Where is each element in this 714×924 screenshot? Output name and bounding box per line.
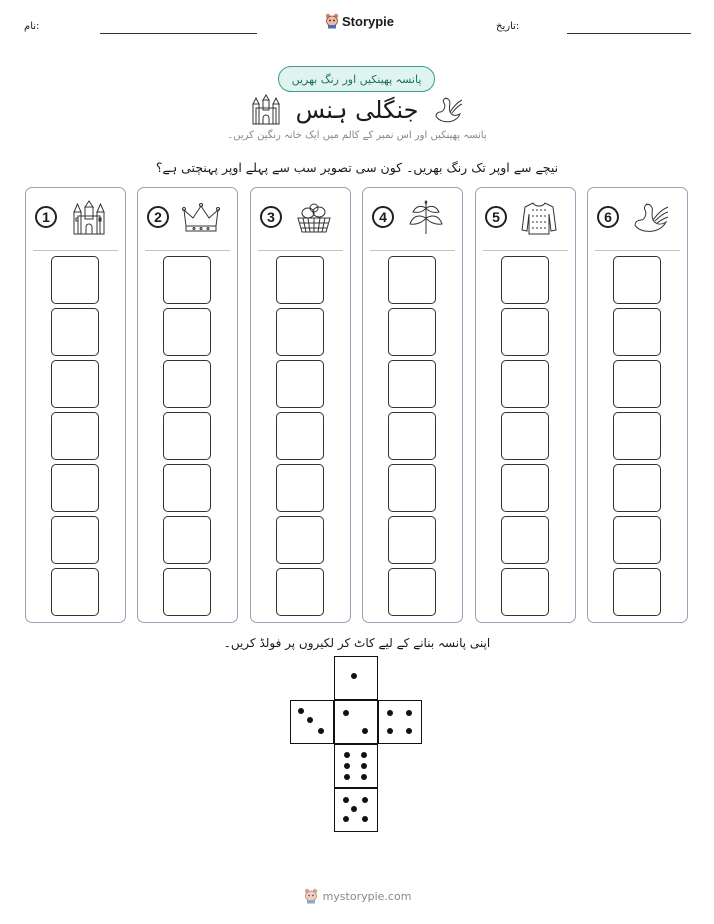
column-number: 2 xyxy=(147,206,169,228)
name-line xyxy=(100,33,257,34)
color-cell[interactable] xyxy=(51,308,99,356)
castle-icon xyxy=(250,94,282,126)
color-cell[interactable] xyxy=(51,568,99,616)
color-cell[interactable] xyxy=(163,360,211,408)
swan-icon xyxy=(632,200,670,236)
color-cell[interactable] xyxy=(613,256,661,304)
column-6 xyxy=(587,187,688,623)
color-cell[interactable] xyxy=(163,516,211,564)
column-1 xyxy=(25,187,126,623)
color-cell[interactable] xyxy=(163,308,211,356)
color-cell[interactable] xyxy=(163,412,211,460)
color-cell[interactable] xyxy=(501,568,549,616)
die-face-right xyxy=(378,700,422,744)
color-cell[interactable] xyxy=(276,464,324,512)
die-pip xyxy=(351,673,357,679)
die-pip xyxy=(298,708,304,714)
color-cell[interactable] xyxy=(163,464,211,512)
nettle-icon xyxy=(407,200,445,236)
color-cell[interactable] xyxy=(613,308,661,356)
date-label: تاریخ: xyxy=(496,21,520,32)
basket-icon xyxy=(295,200,333,236)
crown-icon xyxy=(182,200,220,236)
color-cell[interactable] xyxy=(388,464,436,512)
die-pip xyxy=(343,816,349,822)
color-cell[interactable] xyxy=(51,516,99,564)
die-pip xyxy=(362,797,368,803)
die-pip xyxy=(361,763,367,769)
column-divider xyxy=(33,250,118,251)
die-pip xyxy=(362,728,368,734)
color-cell[interactable] xyxy=(276,256,324,304)
die-pip xyxy=(362,816,368,822)
die-pip xyxy=(307,717,313,723)
column-number: 4 xyxy=(372,206,394,228)
die-pip xyxy=(406,728,412,734)
die-pip xyxy=(318,728,324,734)
die-pip xyxy=(343,797,349,803)
die-face-bottom xyxy=(334,788,378,832)
column-number: 1 xyxy=(35,206,57,228)
instructions-subtitle: پانسہ پھینکیں اور اس نمبر کے کالم میں ایک خانہ رنگین کریں۔ xyxy=(227,130,487,141)
color-cell[interactable] xyxy=(388,516,436,564)
column-divider xyxy=(370,250,455,251)
footer-url: mystorypie.com xyxy=(322,889,412,903)
swan-icon xyxy=(432,94,464,126)
column-5 xyxy=(475,187,576,623)
color-cell[interactable] xyxy=(501,464,549,512)
die-pip xyxy=(387,710,393,716)
color-cell[interactable] xyxy=(388,308,436,356)
column-number: 5 xyxy=(485,206,507,228)
color-cell[interactable] xyxy=(613,568,661,616)
column-divider xyxy=(595,250,680,251)
die-pip xyxy=(361,752,367,758)
color-cell[interactable] xyxy=(501,360,549,408)
color-cell[interactable] xyxy=(51,256,99,304)
color-cell[interactable] xyxy=(276,308,324,356)
brand xyxy=(325,13,394,29)
color-cell[interactable] xyxy=(501,308,549,356)
column-divider xyxy=(258,250,343,251)
color-cell[interactable] xyxy=(613,412,661,460)
color-cell[interactable] xyxy=(51,464,99,512)
color-cell[interactable] xyxy=(276,412,324,460)
die-pip xyxy=(351,806,357,812)
column-3 xyxy=(250,187,351,623)
castle-icon xyxy=(70,200,108,236)
color-cell[interactable] xyxy=(613,360,661,408)
sweater-icon xyxy=(520,200,558,236)
date-line xyxy=(567,33,691,34)
color-cell[interactable] xyxy=(501,256,549,304)
die-face-lower xyxy=(334,744,378,788)
color-cell[interactable] xyxy=(388,412,436,460)
die-pip xyxy=(344,752,350,758)
die-pip xyxy=(387,728,393,734)
name-label: نام: xyxy=(24,21,40,32)
title-row xyxy=(0,92,714,128)
question-text: نیچے سے اوپر تک رنگ بھریں۔ کون سی تصویر سب سے پہلے اوپر پہنچتی ہے؟ xyxy=(155,160,559,175)
column-divider xyxy=(145,250,230,251)
footer xyxy=(0,888,714,904)
color-cell[interactable] xyxy=(388,360,436,408)
color-cell[interactable] xyxy=(51,360,99,408)
storypie-logo-icon xyxy=(325,13,339,29)
die-face-left xyxy=(290,700,334,744)
color-cell[interactable] xyxy=(163,256,211,304)
column-number: 3 xyxy=(260,206,282,228)
die-pip xyxy=(343,710,349,716)
color-cell[interactable] xyxy=(51,412,99,460)
column-2 xyxy=(137,187,238,623)
column-number: 6 xyxy=(597,206,619,228)
activity-badge: پانسہ پھینکیں اور رنگ بھریں xyxy=(278,66,435,92)
die-face-top xyxy=(334,656,378,700)
page-title: جنگلی ہنس xyxy=(295,96,419,124)
column-divider xyxy=(483,250,568,251)
color-cell[interactable] xyxy=(388,256,436,304)
fold-instruction: اپنی پانسہ بنانے کے لیے کاٹ کر لکیروں پر فولڈ کریں۔ xyxy=(223,636,491,650)
die-pip xyxy=(406,710,412,716)
color-cell[interactable] xyxy=(388,568,436,616)
die-face-center xyxy=(334,700,378,744)
color-cell[interactable] xyxy=(613,464,661,512)
die-pip xyxy=(361,774,367,780)
color-cell[interactable] xyxy=(276,360,324,408)
color-cell[interactable] xyxy=(163,568,211,616)
color-cell[interactable] xyxy=(501,412,549,460)
storypie-logo-icon xyxy=(303,888,319,904)
color-cell[interactable] xyxy=(501,516,549,564)
color-cell[interactable] xyxy=(276,568,324,616)
color-cell[interactable] xyxy=(613,516,661,564)
brand-name: Storypie xyxy=(342,13,395,29)
die-pip xyxy=(344,774,350,780)
die-pip xyxy=(344,763,350,769)
column-4 xyxy=(362,187,463,623)
color-cell[interactable] xyxy=(276,516,324,564)
